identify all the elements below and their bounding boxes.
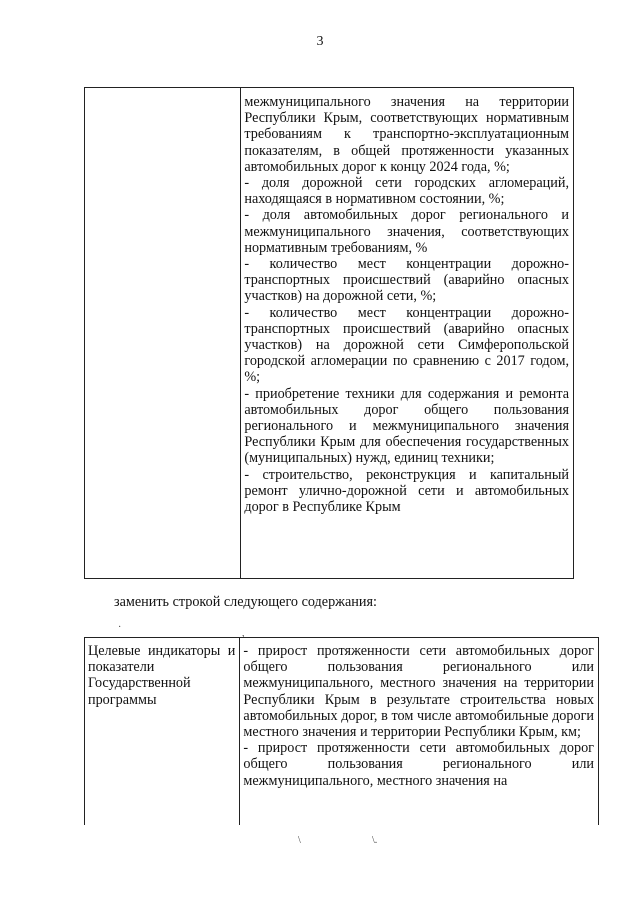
table-left-cell — [85, 88, 241, 578]
row-heading: Целевые индикаторы и показатели Государственной программы — [88, 643, 236, 708]
table-left-cell — [85, 638, 240, 825]
scan-speck: \. — [372, 835, 378, 846]
indicators-text: межмуниципального значения на территории Республики Крым, соответствующих нормативным требованиям к транспортно-эксплуатационным показателям, в общей протяженности указанных автомобильных дорог к концу 2024 года, %; - доля дорожной сети городских агломераций, находящаяся в нормативном состоянии, %; - доля автомобильных дорог регионального и межмуниципального значения, соответствующих нормативным требованиям, % - количество мест концентрации дорожно-транспортных происшествий (аварийно опасных участков) на дорожной сети, %; - количество мест концентрации дорожно-транспортных происшествий (аварийно опасных участков) на дорожной сети Симферопольской городской агломерации по сравнению с 2017 годом, %; - приобретение техники для содержания и ремонта автомобильных дорог общего пользования регионального и межмуниципального значения Республики Крым для обеспечения государственных (муниципальных) нужд, единиц техники; - строительство, реконструкция и капитальный ремонт улично-дорожной сети и автомобильных дорог в Республике Крым — [244, 94, 569, 516]
table-previous-row — [84, 87, 574, 579]
scan-speck: , — [242, 628, 245, 639]
table-right-cell — [240, 638, 598, 825]
page-number: 3 — [316, 34, 324, 49]
replace-instruction: заменить строкой следующего содержания: — [114, 594, 377, 610]
scan-speck: · — [118, 622, 122, 633]
scan-speck: \ — [298, 835, 301, 846]
table-right-cell — [241, 88, 573, 578]
indicators-text: - прирост протяженности сети автомобильных дорог общего пользования регионального или межмуниципального, местного значения на территории Республики Крым в результате строительства новых автомобильных дорог, в том числе автомобильные дороги местного значения и территории Республики Крым, км; - прирост протяженности сети автомобильных дорог общего пользования регионального или межмуниципального, местного значения на — [243, 643, 594, 789]
table-new-row — [84, 637, 599, 825]
